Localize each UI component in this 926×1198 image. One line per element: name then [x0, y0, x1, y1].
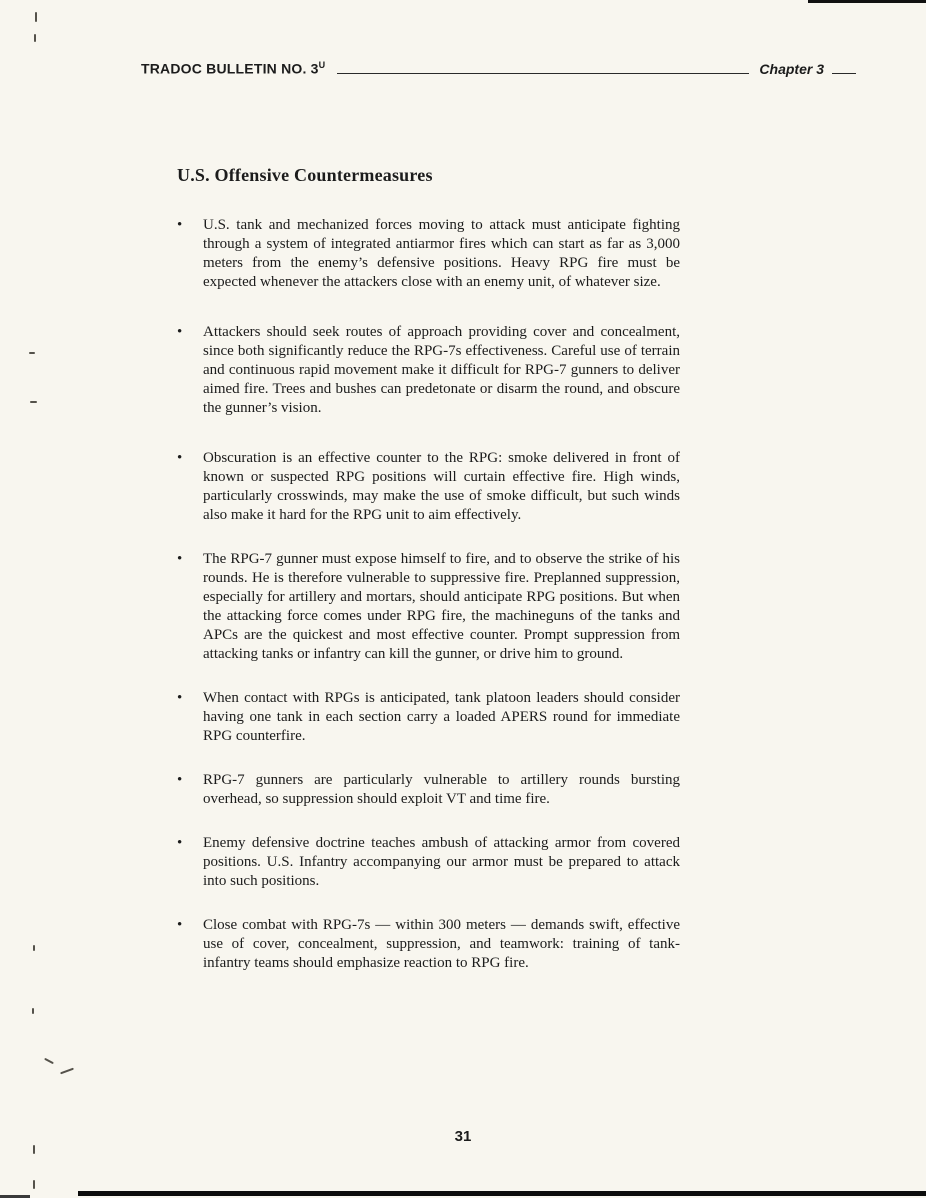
- bullet-text: U.S. tank and mechanized forces moving to attack must anticipate fighting through a system of integrated antiarmor fires which can start as far as 3,000 meters from the enemy’s defensive positions. Heavy RPG fire must be expected whenever the attackers close with an enemy unit, of whatever size.: [203, 217, 680, 290]
- page-number: 31: [454, 1128, 472, 1145]
- bullet-icon: •: [177, 690, 183, 706]
- bullet-text: RPG-7 gunners are particularly vulnerable to artillery rounds bursting overhead, so suppression should exploit VT and time fire.: [203, 772, 680, 807]
- bullet-item: [177, 216, 680, 292]
- header-rule-short: [832, 73, 856, 74]
- bullet-item: [177, 323, 680, 418]
- bulletin-title: [141, 60, 325, 77]
- bullet-icon: •: [177, 324, 183, 340]
- bulletin-superscript: U: [318, 60, 326, 70]
- section-title: U.S. Offensive Countermeasures: [177, 165, 433, 186]
- scan-artifact: [34, 34, 36, 42]
- scan-artifact: [78, 1191, 926, 1196]
- bullet-item: [177, 771, 680, 809]
- chapter-label: Chapter 3: [759, 60, 824, 77]
- bullet-icon: •: [177, 772, 183, 788]
- header-rule: [337, 73, 749, 74]
- bullet-icon: •: [177, 450, 183, 466]
- scan-artifact: [33, 1180, 35, 1189]
- scan-artifact: [35, 12, 37, 22]
- bullet-item: [177, 689, 680, 746]
- scan-artifact: [44, 1058, 54, 1064]
- bullet-item: [177, 834, 680, 891]
- page-header: [141, 60, 856, 77]
- bullet-icon: •: [177, 835, 183, 851]
- bullet-item: [177, 449, 680, 525]
- bullet-text: When contact with RPGs is anticipated, tank platoon leaders should consider having one tank in each section carry a loaded APERS round for immediate RPG counterfire.: [203, 690, 680, 744]
- bullet-text: Enemy defensive doctrine teaches ambush of attacking armor from covered positions. U.S. Infantry accompanying our armor must be prepared to attack into such positions.: [203, 835, 680, 889]
- bullet-item: [177, 550, 680, 664]
- bulletin-title-text: TRADOC BULLETIN NO. 3: [141, 60, 319, 77]
- scan-artifact: [60, 1068, 74, 1075]
- scan-artifact: [33, 1145, 35, 1154]
- scan-artifact: [29, 352, 35, 354]
- scan-artifact: [808, 0, 926, 3]
- bullet-text: Attackers should seek routes of approach providing cover and concealment, since both significantly reduce the RPG-7s effectiveness. Careful use of terrain and continuous rapid movement make it difficult for RPG-7 gunners to deliver aimed fire. Trees and bushes can predetonate or disarm the round, and obscure the gunner’s vision.: [203, 324, 680, 416]
- scan-artifact: [30, 401, 37, 403]
- bullet-item: [177, 916, 680, 973]
- bullet-icon: •: [177, 917, 183, 933]
- bullet-icon: •: [177, 551, 183, 567]
- bullet-text: Obscuration is an effective counter to the RPG: smoke delivered in front of known or suspected RPG positions will curtain effective fire. High winds, particularly crosswinds, may make the use of smoke difficult, but such winds also make it hard for the RPG unit to aim effectively.: [203, 450, 680, 523]
- bullet-icon: •: [177, 217, 183, 233]
- bullet-list: [177, 216, 680, 998]
- scan-artifact: [32, 1008, 34, 1014]
- bullet-text: The RPG-7 gunner must expose himself to fire, and to observe the strike of his rounds. He is therefore vulnerable to suppressive fire. Preplanned suppression, especially for artillery and mortars, should anticipate RPG positions. But when the attacking force comes under RPG fire, the machineguns of the tanks and APCs are the quickest and most effective counter. Prompt suppression from attacking tanks or infantry can kill the gunner, or drive him to ground.: [203, 551, 680, 662]
- bullet-text: Close combat with RPG-7s — within 300 meters — demands swift, effective use of cover, concealment, suppression, and teamwork: training of tank-infantry teams should emphasize reaction to RPG fire.: [203, 917, 680, 971]
- scan-artifact: [33, 945, 35, 951]
